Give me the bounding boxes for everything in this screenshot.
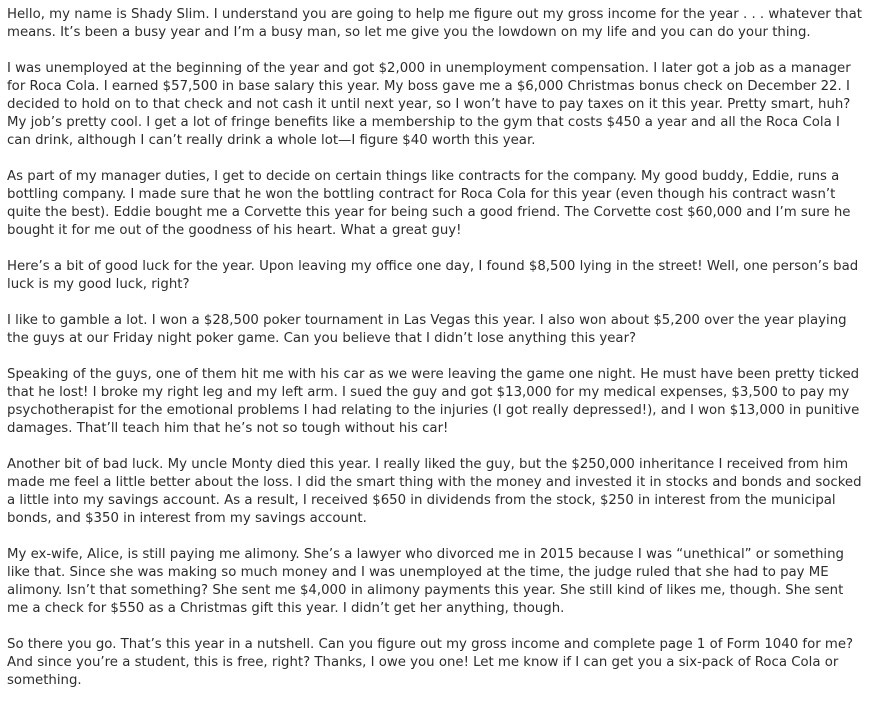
paragraph-found-money: Here’s a bit of good luck for the year. Upon leaving my office one day, I found $8,500 lying in the street! Well, one person’s bad luck is my good luck, right? [7,259,859,292]
paragraph-contracts: As part of my manager duties, I get to decide on certain things like contracts for the company. My good buddy, Eddie, runs a bottling company. I made sure that he won the bottling contract for Roca Cola for this year (even though his contract wasn’t quite the best). Eddie bought me a Corvette this year for being such a good friend. The Corvette cost $60,000 and I’m sure he bought it for me out of the goodness of his heart. What a great guy! [7,169,851,238]
paragraph-closing: So there you go. That’s this year in a nutshell. Can you figure out my gross income and complete page 1 of Form 1040 for me? And since you’re a student, this is free, right? Thanks, I owe you one! Let me know if I can get you a six-pack of Roca Cola or something. [7,637,854,688]
paragraph-injury-lawsuit: Speaking of the guys, one of them hit me with his car as we were leaving the game one night. He must have been pretty ticked that he lost! I broke my right leg and my left arm. I sued the guy and got $13,000 for my medical expenses, $3,500 to pay my psychotherapist for the emotional problems I had relating to the injuries (I got really depressed!), and I won $13,000 in punitive damages. That’ll teach him that he’s not so tough without his car! [7,367,860,436]
paragraph-inheritance: Another bit of bad luck. My uncle Monty died this year. I really liked the guy, but the $250,000 inheritance I received from him made me feel a little better about the loss. I did the smart thing with the money and invested it in stocks and bonds and socked a little into my savings account. As a result, I received $650 in dividends from the stock, $250 in interest from the municipal bonds, and $350 in interest from my savings account. [7,457,862,526]
paragraph-introduction: Hello, my name is Shady Slim. I understand you are going to help me figure out my gross income for the year . . . whatever that means. It’s been a busy year and I’m a busy man, so let me give you the lowdown on my life and you can do your thing. [7,7,862,40]
letter-body [7,6,863,690]
paragraph-gambling: I like to gamble a lot. I won a $28,500 poker tournament in Las Vegas this year. I also won about $5,200 over the year playing the guys at our Friday night poker game. Can you believe that I didn’t lose anything this year? [7,313,847,346]
paragraph-employment: I was unemployed at the beginning of the year and got $2,000 in unemployment compensation. I later got a job as a manager for Roca Cola. I earned $57,500 in base salary this year. My boss gave me a $6,000 Christmas bonus check on December 22. I decided to hold on to that check and not cash it until next year, so I won’t have to pay taxes on it this year. Pretty smart, huh? My job’s pretty cool. I get a lot of fringe benefits like a membership to the gym that costs $450 a year and all the Roca Cola I can drink, although I can’t really drink a whole lot—I figure $40 worth this year. [7,61,851,148]
paragraph-alimony: My ex-wife, Alice, is still paying me alimony. She’s a lawyer who divorced me in 2015 because I was “unethical” or something like that. Since she was making so much money and I was unemployed at the time, the judge ruled that she had to pay ME alimony. Isn’t that something? She sent me $4,000 in alimony payments this year. She still kind of likes me, though. She sent me a check for $550 as a Christmas gift this year. I didn’t get her anything, though. [7,547,844,616]
